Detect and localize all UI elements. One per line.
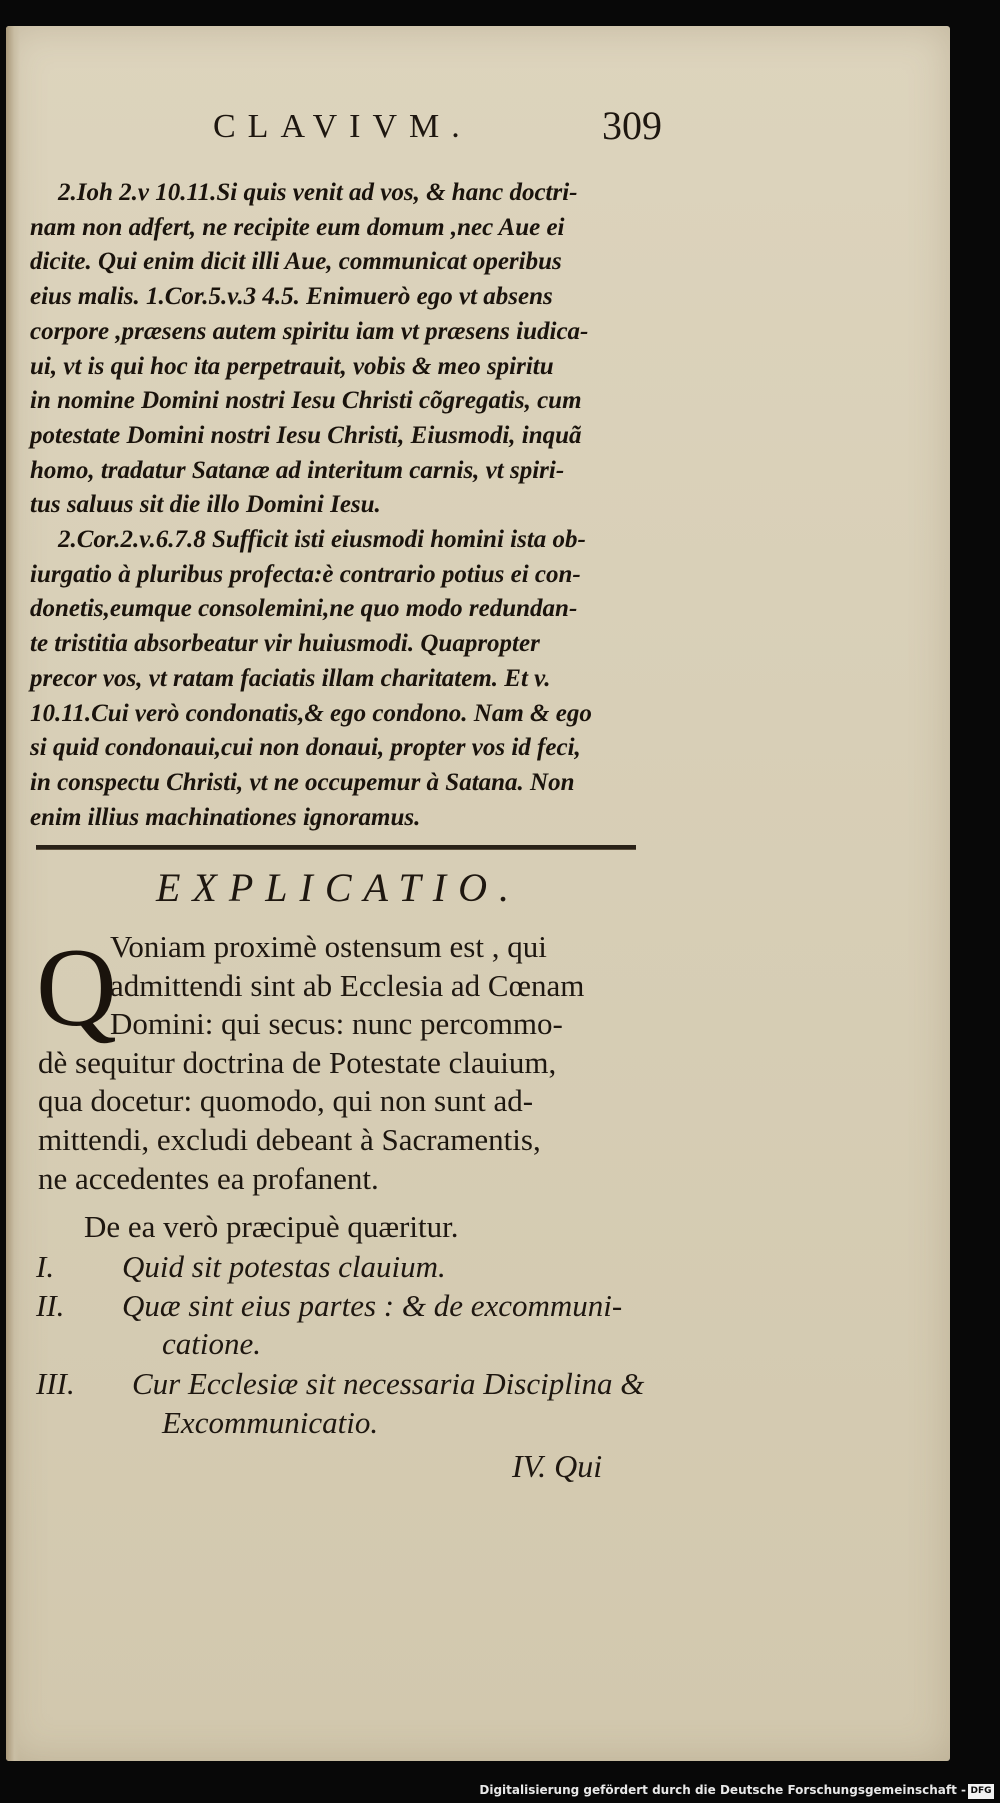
item-text: Cur Ecclesiæ sit necessaria Disciplina &	[132, 1366, 645, 1401]
page-number: 309	[602, 103, 662, 148]
quote-line: in nomine Domini nostri Iesu Christi cõgregatis, cum	[30, 387, 582, 415]
book-page	[6, 26, 950, 1761]
body-line: qua docetur: quomodo, qui non sunt ad-	[38, 1083, 534, 1119]
quote-line: nam non adfert, ne recipite eum domum ,nec Aue ei	[30, 213, 565, 241]
quote-line: 10.11.Cui verò condonatis,& ego condono. Nam & ego	[30, 699, 592, 727]
quote-line: precor vos, vt ratam faciatis illam charitatem. Et v.	[30, 664, 551, 692]
quote-line: potestate Domini nostri Iesu Christi, Eiusmodi, inquã	[30, 421, 582, 449]
section-divider-rule	[36, 845, 636, 850]
quote-line: donetis,eumque consolemini,ne quo modo redundan-	[30, 595, 578, 623]
body-line: Voniam proximè ostensum est , qui	[110, 929, 547, 964]
quote-line: homo, tradatur Satanæ ad interitum carnis, vt spiri-	[30, 456, 565, 484]
explicatio-paragraph	[38, 928, 656, 1198]
digitization-credit: Digitalisierung gefördert durch die Deutsche Forschungsgemeinschaft -	[479, 1783, 966, 1797]
page-binding-edge	[6, 26, 20, 1761]
catchword: IV. Qui	[512, 1448, 603, 1484]
quote-line: dicite. Qui enim dicit illi Aue, communicat operibus	[30, 248, 562, 276]
item-text: Quid sit potestas clauium.	[122, 1249, 446, 1284]
quote-line: iurgatio à pluribus profecta:è contrario potius ei con-	[30, 560, 581, 588]
item-text: Excommunicatio.	[162, 1405, 379, 1440]
quote-line: 2.Cor.2.v.6.7.8 Sufficit isti eiusmodi homini ista ob-	[58, 526, 586, 554]
dfg-logo: DFG	[968, 1784, 994, 1799]
item-number: I.	[36, 1249, 55, 1284]
body-line: admittendi sint ab Ecclesia ad Cœnam	[110, 967, 585, 1003]
item-text: Quæ sint eius partes : & de excommuni-	[122, 1288, 623, 1323]
section-heading: EXPLICATIO.	[156, 865, 521, 910]
quote-line: enim illius machinationes ignoramus.	[30, 803, 421, 831]
scripture-quote-block	[30, 176, 670, 835]
body-line: mittendi, excludi debeant à Sacramentis,	[38, 1121, 541, 1157]
quote-line: te tristitia absorbeatur vir huiusmodi. Quapropter	[30, 630, 540, 658]
quote-line: eius malis. 1.Cor.5.v.3 4.5. Enimuerò ego vt absens	[30, 283, 553, 311]
drop-cap: Q	[36, 926, 117, 1050]
question-intro: De ea verò præcipuè quæritur.	[84, 1209, 459, 1244]
quote-line: ui, vt is qui hoc ita perpetrauit, vobis & meo spiritu	[30, 352, 554, 380]
quote-line: si quid condonaui,cui non donaui, propter vos id feci,	[30, 734, 581, 762]
running-head: CLAVIVM.	[213, 108, 472, 145]
item-text: catione.	[162, 1326, 261, 1361]
quote-line: 2.Ioh 2.v 10.11.Si quis venit ad vos, & hanc doctri-	[58, 179, 578, 206]
body-line: Domini: qui secus: nunc percommo-	[110, 1006, 563, 1042]
item-number: II.	[36, 1288, 65, 1323]
quote-line: corpore ,præsens autem spiritu iam vt præsens iudica-	[30, 317, 589, 345]
item-number: III.	[36, 1366, 75, 1401]
body-line: ne accedentes ea profanent.	[38, 1160, 379, 1196]
quote-line: tus saluus sit die illo Domini Iesu.	[30, 491, 381, 519]
quote-line: in conspectu Christi, vt ne occupemur à Satana. Non	[30, 768, 575, 796]
body-line: dè sequitur doctrina de Potestate clauium,	[38, 1044, 557, 1080]
